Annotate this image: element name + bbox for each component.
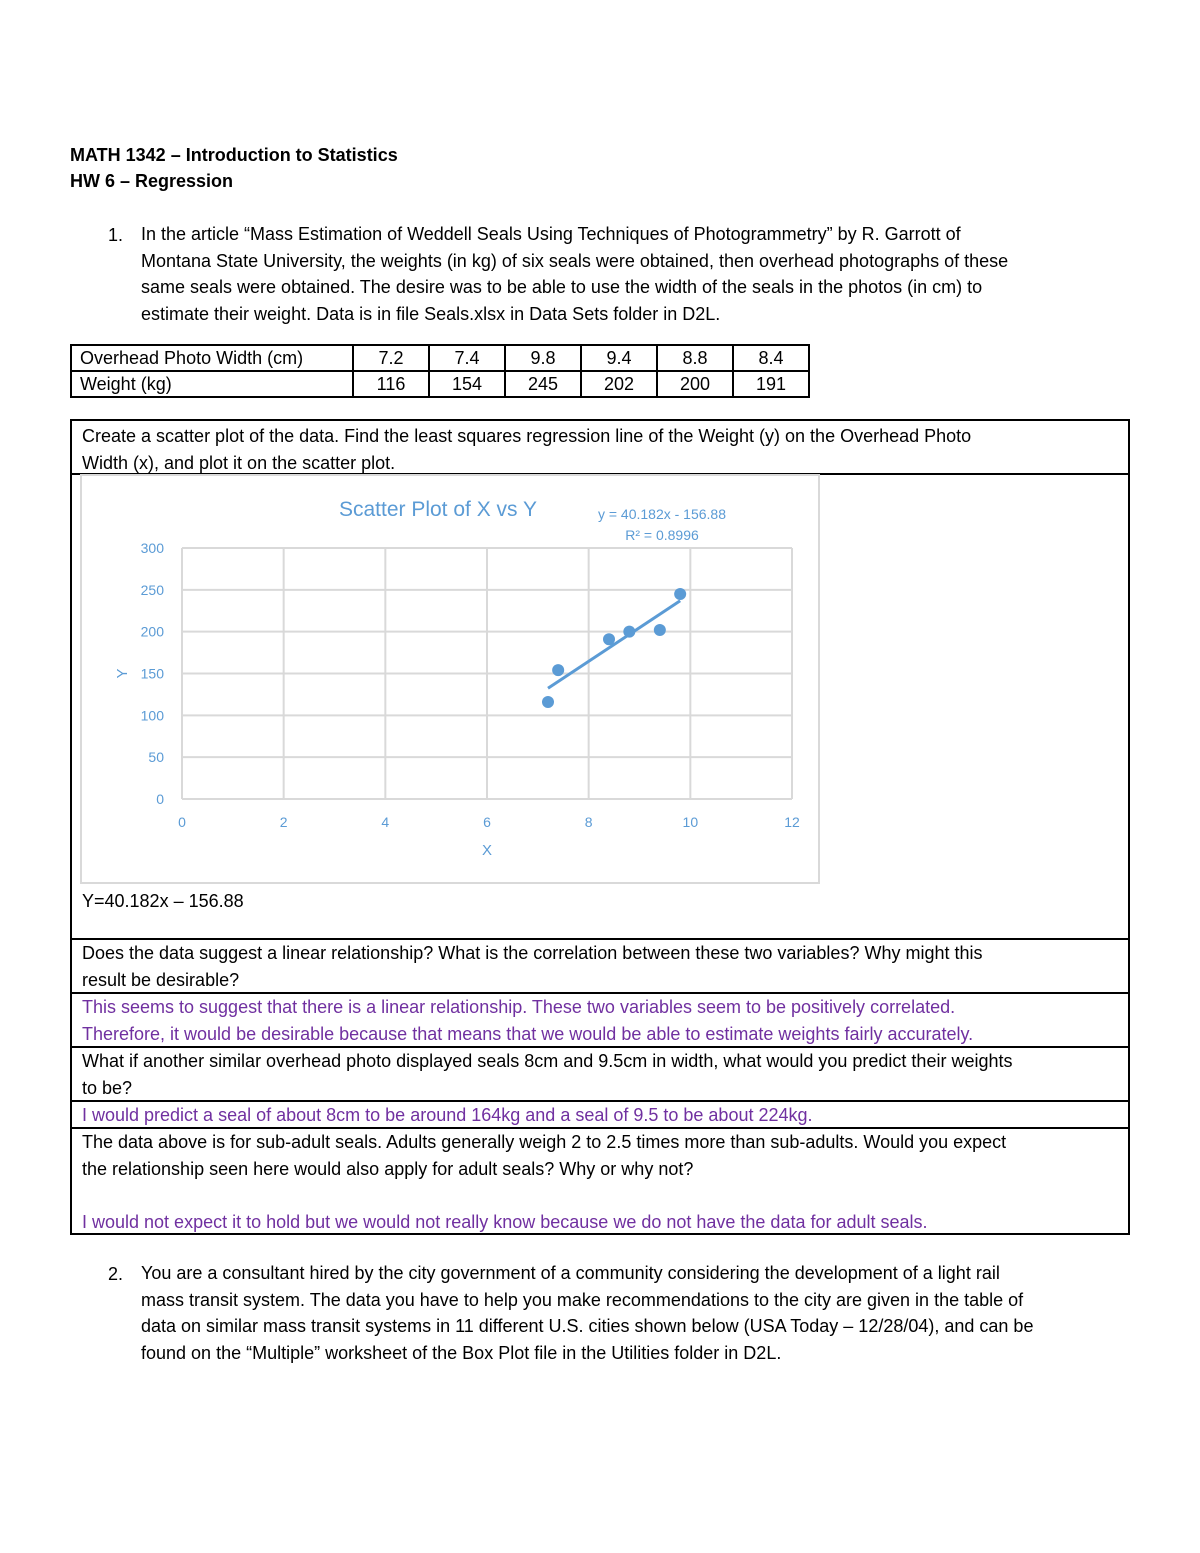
- table-cell: 200: [657, 371, 733, 397]
- question-number: 1.: [108, 225, 124, 245]
- trendline: [548, 601, 680, 688]
- row-label: Weight (kg): [71, 371, 353, 397]
- y-tick-label: 50: [148, 749, 164, 766]
- x-tick-label: 6: [483, 814, 491, 830]
- question-line: Montana State University, the weights (in kg) of six seals were obtained, then overhead photographs of these: [141, 250, 1009, 271]
- question-line: In the article “Mass Estimation of Weddell Seals Using Techniques of Photogrammetry” by R. Garrott of: [141, 224, 961, 244]
- scatter-prompt-cell: [70, 419, 1130, 475]
- answer-line: This seems to suggest that there is a linear relationship. These two variables seem to be positively correlated.: [82, 997, 956, 1017]
- question-line: estimate their weight. Data is in file Seals.xlsx in Data Sets folder in D2L.: [141, 303, 721, 324]
- data-point: [674, 588, 686, 600]
- answer-line: I would not expect it to hold but we would not really know because we do not have the data for adult seals.: [82, 1211, 928, 1232]
- table-cell: 245: [505, 371, 581, 397]
- trendline-r-squared: R² = 0.8996: [625, 527, 699, 543]
- predict-prompt-cell: [70, 1046, 1130, 1102]
- y-axis-label: Y: [114, 668, 131, 679]
- question-1-text: [141, 221, 1121, 327]
- adult-prompt-cell: [70, 1127, 1130, 1235]
- trendline-equation: y = 40.182x - 156.88: [597, 506, 727, 522]
- scatter-chart: [82, 476, 818, 882]
- data-point: [603, 633, 615, 645]
- table-row: [71, 371, 809, 397]
- answer-line: I would predict a seal of about 8cm to be around 164kg and a seal of 9.5 to be about 224kg.: [82, 1105, 813, 1125]
- course-title: MATH 1342 – Introduction to Statistics: [70, 145, 398, 165]
- x-tick-label: 2: [279, 814, 288, 830]
- question-line: data on similar mass transit systems in 11 different U.S. cities shown below (USA Today – 12/28/04), and can be: [141, 1316, 1034, 1336]
- x-tick-label: 12: [784, 814, 800, 830]
- x-tick-label: 0: [178, 814, 186, 830]
- x-tick-label: 4: [381, 814, 390, 830]
- prompt-line: Width (x), and plot it on the scatter plot.: [82, 452, 396, 473]
- y-tick-label: 250: [140, 581, 164, 598]
- x-tick-label: 8: [584, 814, 593, 830]
- scatter-chart-frame: [80, 474, 820, 884]
- table-cell: 8.4: [733, 345, 809, 371]
- question-line: same seals were obtained. The desire was to be able to use the width of the seals in the photos (in cm) to: [141, 277, 983, 297]
- table-cell: 202: [581, 371, 657, 397]
- row-label: Overhead Photo Width (cm): [71, 345, 353, 371]
- table-cell: 116: [353, 371, 429, 397]
- table-cell: 9.8: [505, 345, 581, 371]
- y-tick-label: 300: [140, 540, 164, 556]
- seal-data-table: [70, 344, 810, 398]
- table-cell: 7.2: [353, 345, 429, 371]
- table-row: [71, 345, 809, 371]
- table-cell: 9.4: [581, 345, 657, 371]
- table-cell: 191: [733, 371, 809, 397]
- table-cell: 7.4: [429, 345, 505, 371]
- table-cell: 8.8: [657, 345, 733, 371]
- predict-answer-cell: [70, 1100, 1130, 1129]
- prompt-line: Create a scatter plot of the data. Find the least squares regression line of the Weight (y) on the Overhead Photo: [82, 426, 972, 446]
- x-axis-label: X: [481, 842, 493, 859]
- data-point: [623, 626, 635, 638]
- equation-answer: Y=40.182x – 156.88: [82, 891, 244, 911]
- y-tick-label: 0: [156, 791, 164, 807]
- y-tick-label: 150: [140, 665, 164, 682]
- answer-line: Therefore, it would be desirable because that means that we would be able to estimate weights fairly accurately.: [82, 1023, 974, 1044]
- prompt-line: What if another similar overhead photo displayed seals 8cm and 9.5cm in width, what would you predict their weights: [82, 1051, 1013, 1071]
- data-point: [542, 696, 554, 708]
- prompt-line: The data above is for sub-adult seals. Adults generally weigh 2 to 2.5 times more than sub-adults. Would you expect: [82, 1132, 1007, 1152]
- question-line: mass transit system. The data you have to help you make recommendations to the city are given in the table of: [141, 1289, 1024, 1310]
- prompt-line: to be?: [82, 1077, 133, 1098]
- linear-answer-cell: [70, 992, 1130, 1048]
- question-line: found on the “Multiple” worksheet of the Box Plot file in the Utilities folder in D2L.: [141, 1342, 782, 1363]
- y-tick-label: 100: [140, 707, 164, 724]
- data-point: [654, 624, 666, 636]
- chart-title: Scatter Plot of X vs Y: [338, 498, 538, 521]
- question-2-text: [141, 1260, 1121, 1366]
- question-line: You are a consultant hired by the city government of a community considering the development of a light rail: [141, 1263, 1000, 1283]
- prompt-line: result be desirable?: [82, 969, 240, 990]
- x-tick-label: 10: [682, 814, 699, 830]
- data-point: [552, 664, 564, 676]
- prompt-line: Does the data suggest a linear relationship? What is the correlation between these two variables? Why might this: [82, 943, 983, 963]
- assignment-title: HW 6 – Regression: [70, 171, 234, 191]
- linear-prompt-cell: [70, 938, 1130, 994]
- table-cell: 154: [429, 371, 505, 397]
- prompt-line: the relationship seen here would also apply for adult seals? Why or why not?: [82, 1158, 694, 1179]
- y-tick-label: 200: [140, 623, 164, 640]
- question-number: 2.: [108, 1264, 124, 1284]
